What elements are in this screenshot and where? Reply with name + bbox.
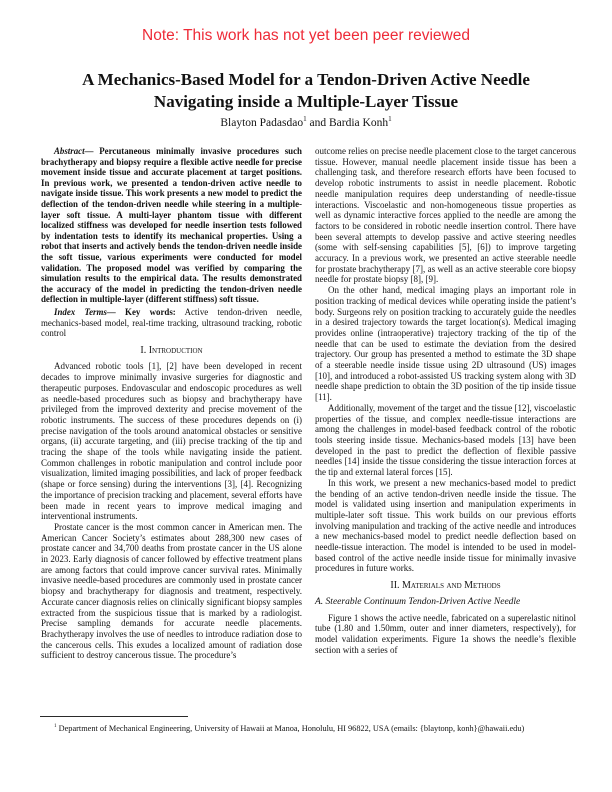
index-terms-label: Index Terms— [54,306,116,317]
paper-title-line1: A Mechanics-Based Model for a Tendon-Driven Active Needle [82,70,530,89]
two-column-body [41,146,576,661]
index-terms-text: Active tendon-driven needle, mechanics-based model, real-time tracking, ultrasound tracking, robotic control [41,306,302,339]
abstract-paragraph [41,146,302,305]
author-2-affiliation-mark: 1 [388,115,392,124]
abstract-text: Percutaneous minimally invasive procedures such brachytherapy and biopsy require a flexible active needle for precise movement inside tissue and accurate placement at target positions. In previous work, we presented a tendon-driven active needle to navigate inside tissue. This work presents a new model to predict the deflection of the tendon-driven needle while steering in a multiple-layer soft tissue. A multi-layer phantom tissue with different localized stiffness was developed for needle insertion tests followed by indentation tests to identify its mechanical properties. Using a robot that inserts and actively bends the tendon-driven needle inside the soft tissue, various experiments were conducted for model validation. The proposed model was verified by comparing the simulation results to the empirical data. The results demonstrated the accuracy of the model in predicting the tendon-driven needle deflection in multiple-layer (different stiffness) soft tissue. [41,146,302,305]
peer-review-note: Note: This work has not yet been peer reviewed [142,27,470,44]
keywords-label: Key words: [115,306,176,317]
footnote-divider [40,716,188,717]
author-2-name: Bardia Konh [329,117,389,129]
affiliation-footnote [40,724,585,734]
right-column [315,146,576,661]
footnote-marker: 1 [54,723,57,730]
section-heading-introduction: I. Introduction [140,344,203,356]
abstract-label: Abstract— [54,146,94,156]
paper-title-line2: Navigating inside a Multiple-Layer Tissue [153,91,459,111]
paper-title [45,69,567,112]
author-1-name: Blayton Padasdao [220,117,304,129]
paragraph-figure-1: Figure 1 shows the active needle, fabricated on a superelastic nitinol tube (1.80 and 1.50mm, outer and inner diameters, respectively), for model validation experiments. Figure 1a shows the needle’s flexible section with a series of [315,612,576,655]
intro-paragraph-2-continued: outcome relies on precise needle placement close to the target cancerous tissue. However, manual needle placement inside tissue has been a challenging task, and therefore research efforts have been focused to develop robotic instruments to assist in needle placement. Robotic needle manipulation requires deep understanding of needle-tissue interactions. Viscoelastic and non-homogeneous tissue properties as well as dynamic interactive forces applied to the needle are among the factors to be considered in robotic needle insertion control. There have been several attempts to develop passive and active steering needles (some with self-sensing capabilities [5], [6]) to improve targeting accuracy. In a previous work, we presented an active steerable needle for prostate brachytherapy [7], as well as an active steerable core biopsy needle for prostate biopsy [8], [9]. [315,146,576,285]
paragraph-medical-imaging: On the other hand, medical imaging plays an important role in position tracking of medical devices while operating inside the patient’s body. Surgeons rely on position tracking to accurately guide the needles in a desired trajectory towards the target location(s). Medical imaging provides online (intraoperative) trajectory tracking of the tip of the needle that can be used to estimate the deviation from the desired trajectory. Our group has presented a method to estimate the 3D shape of a steerable needle inside tissue using 2D ultrasound (US) images [10], and introduced a robot-assisted US tracking system along with 3D needle shape prediction to obtain the 3D position of the tip inside tissue [11]. [315,285,576,403]
footnote-text: Department of Mechanical Engineering, University of Hawaii at Manoa, Honolulu, HI 96822, USA (emails: {blaytonp, konh}@hawaii.edu) [56,724,525,733]
authors-connector: and [306,117,329,129]
subsection-a-heading: A. Steerable Continuum Tendon-Driven Active Needle [315,596,521,607]
index-terms-paragraph [41,307,302,339]
section-heading-materials-methods: II. Materials and Methods [390,580,501,592]
intro-paragraph-2: Prostate cancer is the most common cancer in American men. The American Cancer Society’s estimates about 288,300 new cases of prostate cancer and 34,700 deaths from prostate cancer in the US alone in 2023. Early diagnosis of cancer followed by effective treatment plans are among factors that could improve cancer survival rates. Minimally invasive needle-based procedures are commonly used in prostate cancer biopsy and brachytherapy for diagnosis and treatment, respectively. Accurate cancer diagnosis relies on clinically significant biopsy samples extracted from the suspicious tissue that is marked by a radiologist. Precise sampling demands for accurate needle placements. Brachytherapy involves the use of needles to introduce radiation dose to the cancerous cells. This exudes a localized amount of radiation dose sufficient to destroy cancerous tissue. The procedure’s [41,521,302,661]
author-1-affiliation-mark: 1 [303,115,307,124]
intro-paragraph-1: Advanced robotic tools [1], [2] have been developed in recent decades to improve minimally invasive surgeries for diagnostic and therapeutic purposes. Endovascular and endoscopic procedures as well as needle-based procedures such as biopsy and brachytherapy have privileged from the improved dexterity and precise movement of the robotic instruments. The success of these procedures depends on (i) precise navigation of the tools around anatomical obstacles or sensitive organs, (ii) accurate targeting, and (iii) precise tracking of the tip and tracing the shape of the tools while navigating inside the patient. Common challenges in robotic manipulation and control include poor visualization, limited imaging possibilities, and lack of proper feedback (shape or force sensing) during the interventions [3], [4]. Recognizing the importance of precision tracking and placement, several efforts have been made in recent years to improve medical imaging and interventional instruments. [41,361,302,522]
authors-line [0,117,612,129]
paragraph-model-challenges: Additionally, movement of the target and the tissue [12], viscoelastic properties of the tissue, and complex needle-tissue interactions are among the challenges in model-based feedback control of the robotic tools steering inside tissue. Mechanics-based models [13] have been developed in the past to predict the deflection of flexible passive needles [14] inside the tissue considering the tissue interaction forces at the tip and external lateral forces [15]. [315,402,576,478]
paragraph-this-work: In this work, we present a new mechanics-based model to predict the bending of an active tendon-driven needle inside the tissue. The model is validated using insertion and manipulation experiments in multiple-later soft tissue. This work builds on our previous efforts involving manipulation and tracking of the active needle and introduces a new mechanics-based model to predict needle deflection based on needle-tissue interaction. The model is intended to be used in model-based control of the active needle inside tissue for minimally invasive procedures in future works. [315,477,576,574]
left-column [41,146,302,661]
